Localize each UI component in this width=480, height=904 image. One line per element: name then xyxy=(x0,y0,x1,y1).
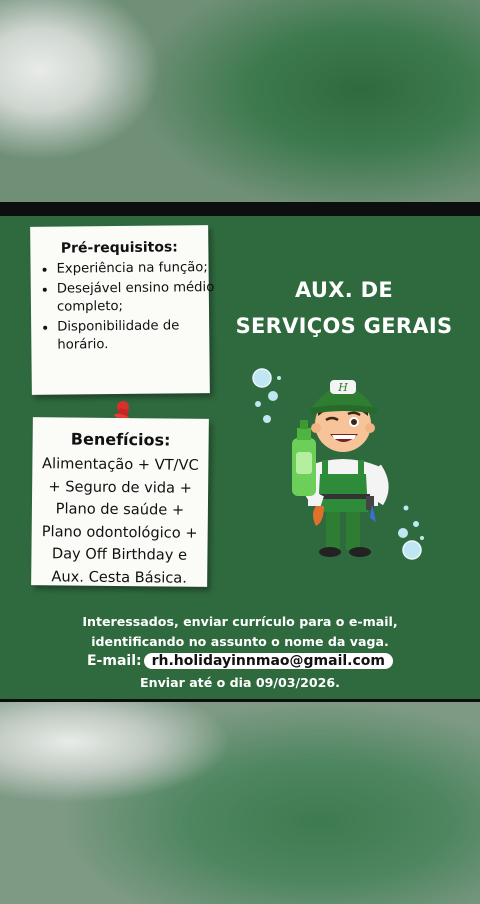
blurred-background-bottom xyxy=(0,702,480,904)
email-row xyxy=(0,653,480,669)
benefit-line: Plano odontológico + xyxy=(41,522,198,542)
benefit-line: Alimentação + VT/VC xyxy=(42,455,199,474)
job-title-line1: AUX. DE xyxy=(294,278,393,302)
benefits-text xyxy=(31,453,208,590)
requirement-item: • Experiência na função; xyxy=(56,259,218,279)
apply-instructions-line1: Interessados, enviar currículo para o e-mail, xyxy=(82,614,398,629)
benefit-line: Aux. Cesta Básica. xyxy=(51,567,188,587)
apply-instructions-line2: identificando no assunto o nome da vaga. xyxy=(91,634,389,649)
requirements-note xyxy=(30,225,215,395)
cleaning-worker-illustration xyxy=(246,356,436,576)
deadline-text: Enviar até o dia 09/03/2026. xyxy=(140,675,340,690)
benefits-heading: Benefícios: xyxy=(70,429,171,450)
requirement-item: • Disponibilidade de horário. xyxy=(57,317,219,355)
requirements-heading: Pré-requisitos: xyxy=(60,239,178,257)
blurred-background-top xyxy=(0,0,480,202)
benefit-line: + Seguro de vida + xyxy=(48,477,192,497)
job-poster xyxy=(0,216,480,699)
requirement-item: • Desejável ensino médio completo; xyxy=(57,279,219,317)
benefit-line: Plano de saúde + xyxy=(55,500,185,519)
benefits-note xyxy=(31,417,209,587)
benefit-line: Day Off Birthday e xyxy=(51,545,188,564)
requirements-list xyxy=(38,259,219,357)
email-label: E-mail: xyxy=(86,653,142,669)
job-title-line2: SERVIÇOS GERAIS xyxy=(235,314,453,338)
cap-logo: H xyxy=(338,381,348,394)
letterbox-bar-top xyxy=(0,202,480,216)
email-address[interactable]: rh.holidayinnmao@gmail.com xyxy=(144,653,393,669)
